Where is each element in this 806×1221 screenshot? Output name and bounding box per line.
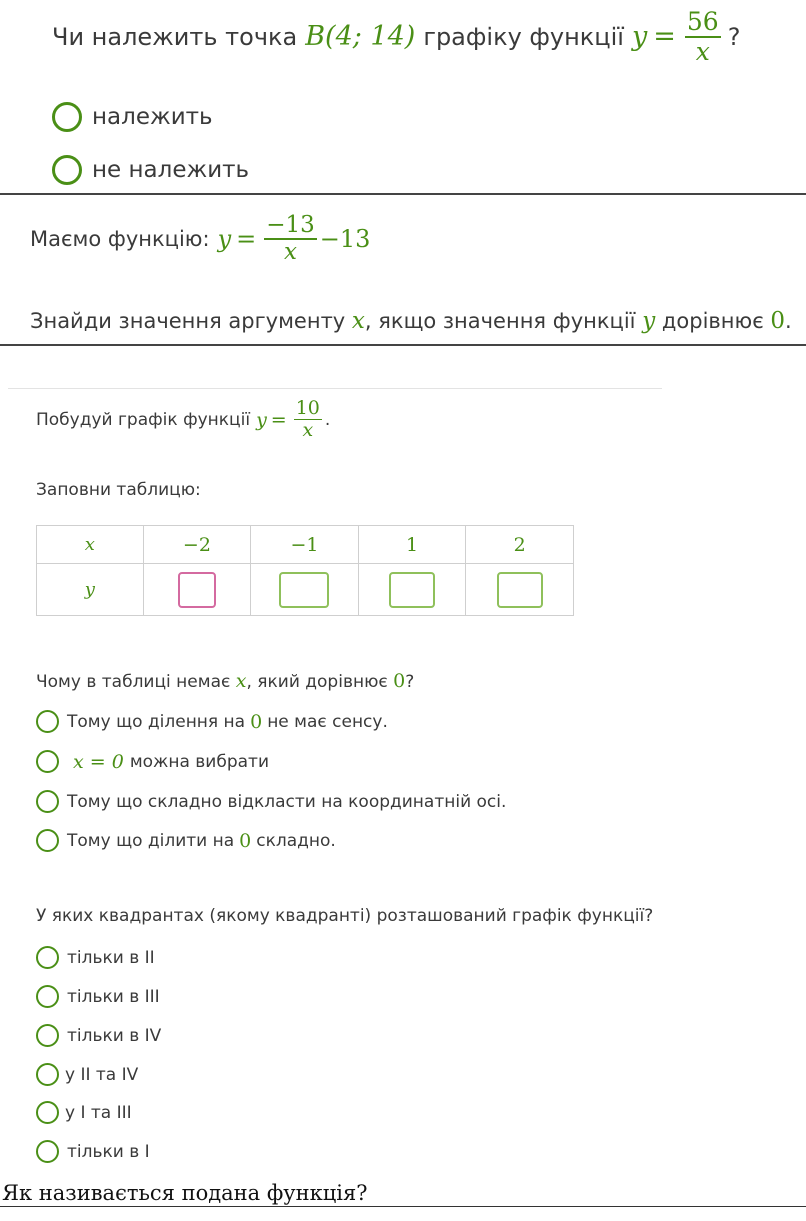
point-label: B(4; 14): [305, 21, 416, 52]
radio-circle-icon[interactable]: [36, 790, 59, 813]
why-option[interactable]: [36, 829, 336, 852]
task-y: y: [642, 308, 656, 334]
fraction-numerator: −13: [266, 212, 315, 238]
option-math: x = 0: [73, 750, 124, 773]
answer-input[interactable]: [178, 572, 216, 608]
function-label: Маємо функцію:: [30, 227, 210, 252]
function-y: y: [631, 21, 648, 52]
fill-table-label: Заповни таблицю:: [36, 480, 201, 500]
option-after: не має сенсу.: [267, 711, 388, 732]
radio-circle-icon[interactable]: [36, 1024, 59, 1047]
option-label: не належить: [92, 157, 250, 183]
radio-circle-icon[interactable]: [36, 1063, 59, 1086]
why-question: [36, 670, 414, 692]
task-middle: , якщо значення функції: [364, 309, 636, 333]
option-before: Тому що складно відкласти на координатній осі.: [67, 791, 507, 812]
option-label: тільки в IV: [67, 1025, 162, 1046]
values-table: [36, 525, 574, 616]
question-2-function: [30, 213, 370, 266]
table-row-x: [37, 526, 574, 564]
why-option[interactable]: [36, 710, 388, 733]
build-prefix: Побудуй графік функції: [36, 409, 251, 430]
why-middle: , який дорівнює: [246, 672, 388, 692]
option-label: тільки в III: [67, 986, 160, 1007]
build-graph-text: [36, 398, 330, 441]
radio-circle-icon[interactable]: [36, 985, 59, 1008]
option-belongs[interactable]: [52, 102, 213, 132]
why-prefix: Чому в таблиці немає: [36, 672, 231, 692]
question-1-middle: графіку функції: [423, 22, 624, 51]
fraction-denominator: x: [695, 36, 710, 66]
option-before: Тому що ділення на: [67, 711, 246, 732]
option-before: Тому що ділити на: [67, 830, 235, 851]
table-cell-y: [251, 564, 359, 616]
fraction: [264, 213, 317, 266]
quadrant-option[interactable]: [36, 1024, 161, 1047]
option-label: у II та IV: [65, 1064, 139, 1085]
quadrant-question: У яких квадрантах (якому квадранті) розташований графік функції?: [36, 906, 654, 926]
quadrant-option[interactable]: [36, 1140, 150, 1163]
radio-circle-icon[interactable]: [36, 829, 59, 852]
task-end-text: дорівнює: [661, 309, 764, 333]
function-y: y: [256, 408, 267, 431]
quadrant-option[interactable]: [36, 1063, 138, 1086]
fraction-denominator: x: [284, 239, 297, 266]
option-after: складно.: [256, 830, 336, 851]
quadrant-option[interactable]: [36, 985, 160, 1008]
question-2-task: [30, 308, 792, 334]
option-label: тільки в II: [67, 947, 155, 968]
table-cell-x: −1: [251, 526, 359, 564]
function-y: y: [217, 225, 232, 254]
task-x: x: [351, 308, 365, 334]
task-dot: .: [785, 309, 792, 333]
question-1-end: ?: [727, 22, 741, 51]
option-math: 0: [239, 829, 252, 852]
radio-circle-icon[interactable]: [52, 155, 82, 185]
radio-circle-icon[interactable]: [52, 102, 82, 132]
option-label: тільки в I: [67, 1141, 150, 1162]
radio-circle-icon[interactable]: [36, 1140, 59, 1163]
fraction: [685, 8, 721, 65]
why-x: x: [235, 670, 247, 692]
equals-sign: =: [653, 21, 676, 52]
table-cell-x: −2: [143, 526, 250, 564]
fraction-denominator: x: [302, 419, 314, 442]
table-cell-y: [143, 564, 250, 616]
answer-input[interactable]: [497, 572, 543, 608]
option-label: у I та III: [65, 1102, 132, 1123]
table-row-y: [37, 564, 574, 616]
divider: [0, 1206, 806, 1207]
radio-circle-icon[interactable]: [36, 710, 59, 733]
question-4: Як називається подана функція?: [2, 1181, 368, 1205]
question-1-prefix: Чи належить точка: [52, 22, 298, 51]
fraction: [294, 398, 322, 441]
radio-circle-icon[interactable]: [36, 1101, 59, 1124]
fraction-numerator: 56: [686, 7, 719, 36]
function-tail: −13: [319, 225, 371, 254]
question-1-text: [52, 8, 740, 65]
quadrant-option[interactable]: [36, 1101, 132, 1124]
table-cell-x: 2: [466, 526, 574, 564]
fraction-numerator: 10: [295, 397, 320, 419]
option-not-belongs[interactable]: [52, 155, 249, 185]
answer-input[interactable]: [389, 572, 435, 608]
why-zero: 0: [393, 670, 406, 692]
divider: [0, 344, 806, 346]
why-option[interactable]: [36, 750, 269, 773]
radio-circle-icon[interactable]: [36, 946, 59, 969]
task-zero: 0: [770, 308, 786, 334]
table-header-y: y: [37, 564, 144, 616]
equals-sign: =: [236, 225, 257, 254]
quadrant-option[interactable]: [36, 946, 155, 969]
table-cell-y: [466, 564, 574, 616]
option-math: 0: [250, 710, 263, 733]
thin-divider: [8, 388, 662, 389]
table-cell-x: 1: [358, 526, 466, 564]
answer-input[interactable]: [279, 572, 329, 608]
equals-sign: =: [270, 408, 287, 431]
build-dot: .: [324, 409, 331, 430]
option-label: належить: [92, 104, 213, 130]
table-cell-y: [358, 564, 466, 616]
why-option[interactable]: [36, 790, 506, 813]
why-end: ?: [405, 672, 415, 692]
question-1: [52, 8, 740, 65]
table-header-x: x: [37, 526, 144, 564]
divider: [0, 193, 806, 195]
radio-circle-icon[interactable]: [36, 750, 59, 773]
task-prefix: Знайди значення аргументу: [30, 309, 346, 333]
option-after: можна вибрати: [129, 751, 269, 772]
